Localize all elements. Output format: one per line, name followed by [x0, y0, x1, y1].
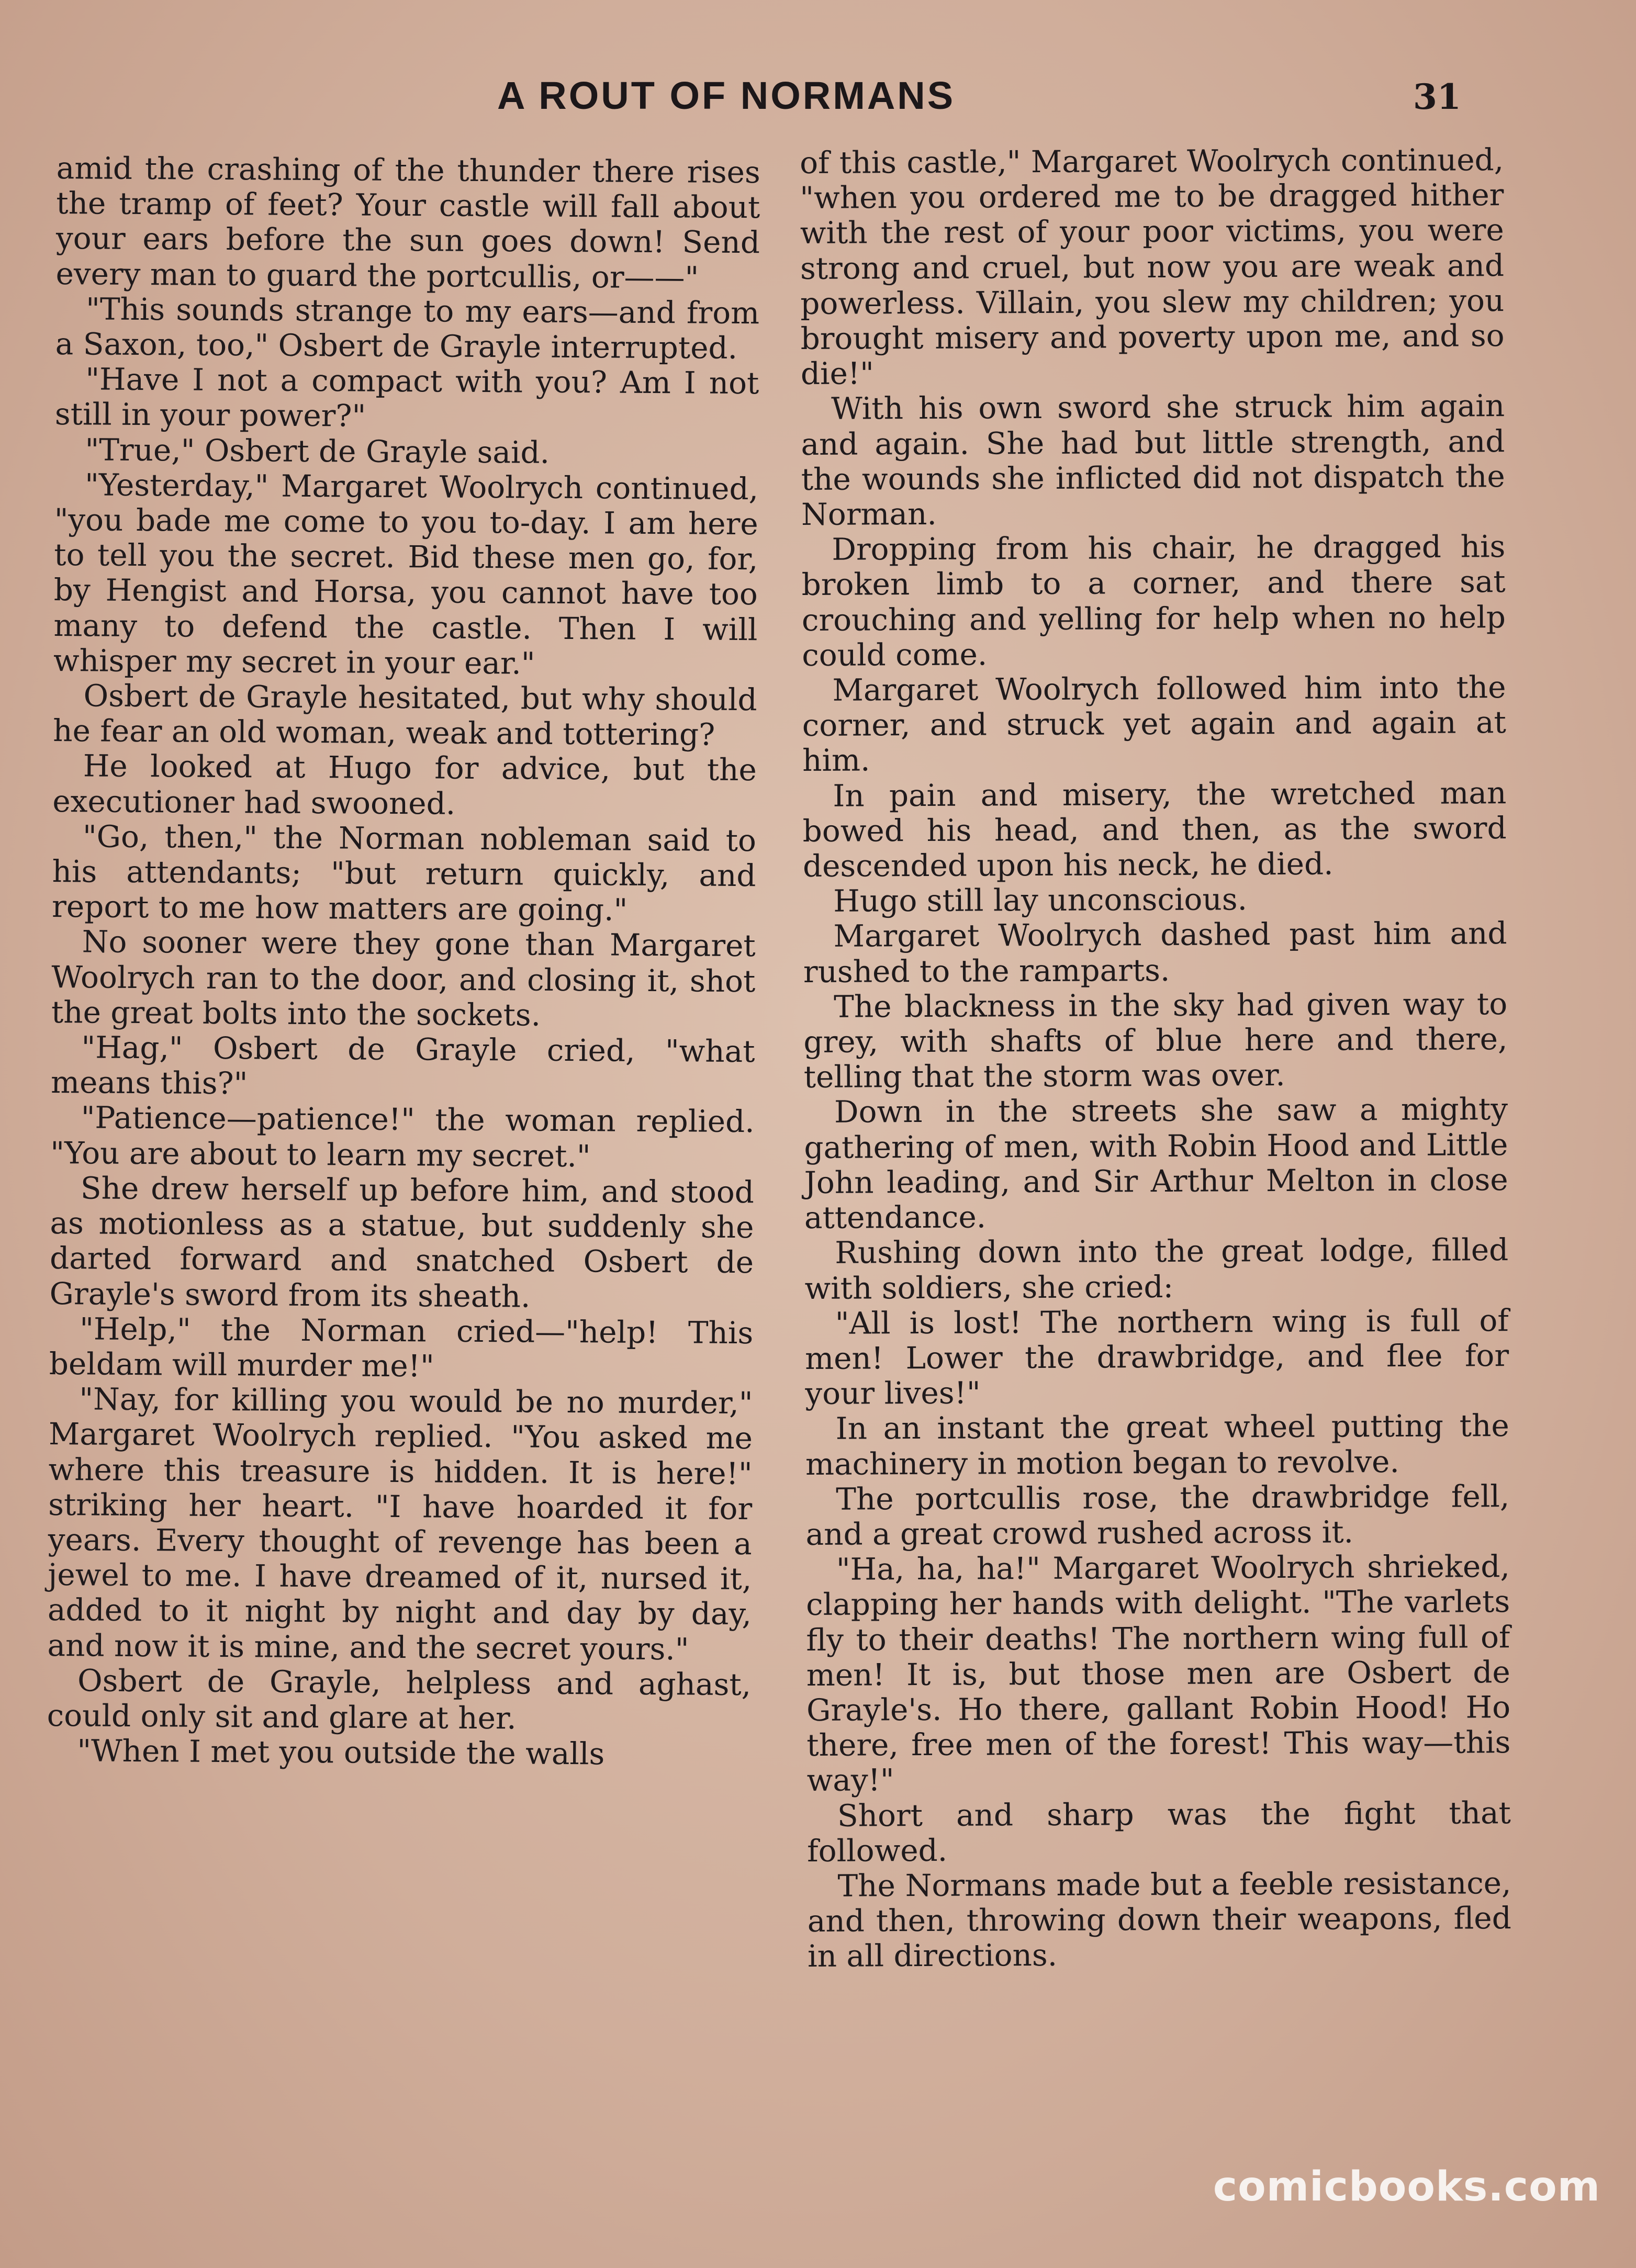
paragraph: In an instant the great wheel putting the machinery in motion began to revolve. — [805, 1408, 1509, 1482]
paragraph: Osbert de Grayle, helpless and aghast, could only sit and glare at her. — [47, 1663, 752, 1736]
paragraph: He looked at Hugo for advice, but the executioner had swooned. — [52, 748, 757, 822]
paragraph: "Nay, for killing you would be no murder," Margaret Woolrych replied. "You asked me where this treasure is hidden. It is here!" striking her heart. "I have hoarded it for years. Every thought of revenge has been a jewel to me. I have dreamed of it, nursed it, added to it night by night and day by day, and now it is mine, and the secret yours." — [47, 1381, 753, 1667]
right-column — [800, 142, 1511, 1974]
left-column — [47, 151, 760, 1773]
paragraph: "Go, then," the Norman nobleman said to his attendants; "but return quickly, and report to me how matters are going." — [51, 818, 757, 928]
paragraph: The Normans made but a feeble resistance, and then, throwing down their weapons, fled in all directions. — [807, 1865, 1511, 1974]
paragraph: "All is lost! The northern wing is full of men! Lower the drawbridge, and flee for your lives!" — [804, 1302, 1509, 1412]
paragraph: Dropping from his chair, he dragged his broken limb to a corner, and there sat crouching and yelling for help when no help could come. — [801, 529, 1506, 673]
chapter-title: A ROUT OF NORMANS — [497, 74, 956, 117]
paragraph: In pain and misery, the wretched man bowed his head, and then, as the sword descended upon his neck, he died. — [802, 774, 1507, 884]
paragraph: The portcullis rose, the drawbridge fell, and a great crowd rushed across it. — [805, 1478, 1510, 1552]
paragraph: The blackness in the sky had given way to grey, with shafts of blue here and there, telling that the storm was over. — [803, 985, 1508, 1095]
paragraph: "Ha, ha, ha!" Margaret Woolrych shrieked, clapping her hands with delight. "The varlets fly to their deaths! The northern wing full of men! It is, but those men are Osbert de Grayle's. Ho there, gallant Robin Hood! Ho there, free men of the forest! This way—this way!" — [806, 1548, 1511, 1799]
paragraph: Osbert de Grayle hesitated, but why should he fear an old woman, weak and tottering? — [53, 678, 757, 753]
paragraph: "Yesterday," Margaret Woolrych continued, "you bade me come to you to-day. I am here to tell you the secret. Bid these men go, for, by Hengist and Horsa, you cannot have too many to defend the castle. Then I will whisper my secret in your ear." — [53, 467, 759, 681]
paragraph: With his own sword she struck him again and again. She had but little strength, and the wounds she inflicted did not dispatch the Norman. — [801, 388, 1505, 533]
paragraph: amid the crashing of the thunder there rises the tramp of feet? Your castle will fall about your ears before the sun goes down! Send every man to guard the portcullis, or——" — [55, 150, 760, 296]
paragraph: Down in the streets she saw a mighty gathering of men, with Robin Hood and Little John leading, and Sir Arthur Melton in close attendance. — [804, 1091, 1508, 1236]
paragraph: Hugo still lay unconscious. — [833, 881, 1248, 919]
paragraph: Margaret Woolrych followed him into the corner, and struck yet again and again at him. — [802, 669, 1506, 779]
paragraph: "This sounds strange to my ears—and from a Saxon, too," Osbert de Grayle interrupted. — [55, 291, 760, 366]
paragraph: "Have I not a compact with you? Am I not still in your power?" — [54, 361, 759, 434]
paragraph: of this castle," Margaret Woolrych continued, "when you ordered me to be dragged hither with the rest of your poor victims, you were strong and cruel, but now you are weak and powerless. Villain, you slew my children; you brought misery and poverty upon me, and so die!" — [799, 142, 1505, 392]
paragraph: "True," Osbert de Grayle said. — [85, 431, 550, 470]
paragraph: "Hag," Osbert de Grayle cried, "what means this?" — [50, 1029, 755, 1102]
paragraph: Short and sharp was the fight that followed. — [807, 1794, 1511, 1869]
paragraph: No sooner were they gone than Margaret Woolrych ran to the door, and closing it, shot the great bolts into the sockets. — [51, 924, 756, 1033]
paragraph: Rushing down into the great lodge, filled with soldiers, she cried: — [804, 1232, 1509, 1306]
site-watermark: comicbooks.com — [1213, 2163, 1600, 2210]
paragraph: She drew herself up before him, and stood as motionless as a statue, but suddenly she darted forward and snatched Osbert de Grayle's sword from its sheath. — [49, 1170, 755, 1315]
paragraph: "Patience—patience!" the woman replied. "You are about to learn my secret." — [50, 1099, 755, 1174]
page-number: 31 — [1413, 76, 1461, 117]
paragraph: Margaret Woolrych dashed past him and rushed to the ramparts. — [803, 915, 1507, 990]
running-header — [0, 73, 1636, 126]
paragraph: "Help," the Norman cried—"help! This beldam will murder me!" — [49, 1311, 754, 1384]
paragraph: "When I met you outside the walls — [77, 1733, 605, 1772]
